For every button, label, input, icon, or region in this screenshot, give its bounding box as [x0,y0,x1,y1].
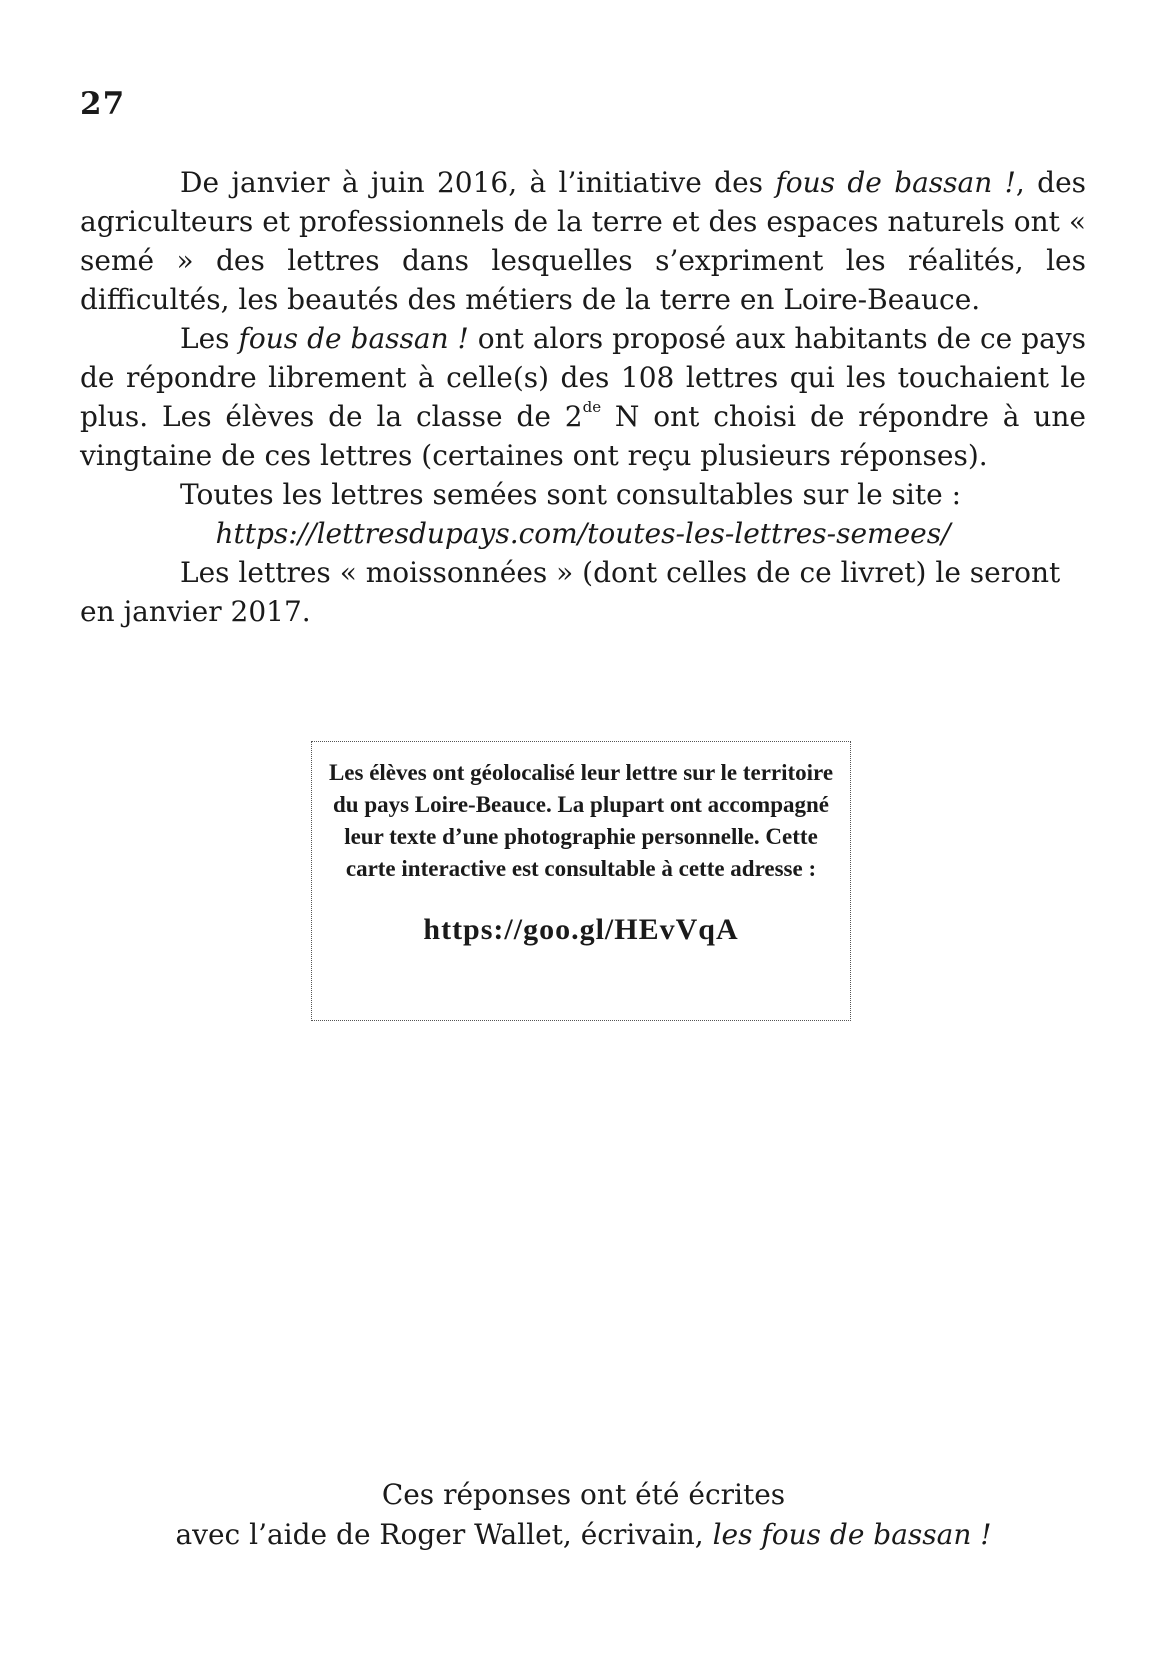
credit-line-2-text: avec l’aide de Roger Wallet, écrivain, [175,1518,713,1551]
credit-line-1: Ces réponses ont été écrites [381,1478,786,1511]
main-text [80,163,1086,631]
site-url-link[interactable]: https://lettresdupays.com/toutes-les-lettres-semees/ [215,517,951,550]
paragraph-site-intro: Toutes les lettres semées sont consultables sur le site : [180,478,962,511]
map-info-text: Les élèves ont géolocalisé leur lettre sur le territoire du pays Loire-Beauce. La plupart ont accompagné leur texte d’une photographie personnelle. Cette carte interactive est consultable à cette adresse : [328,760,834,881]
paragraph-intro-text: De janvier à juin 2016, à l’initiative des [180,166,776,199]
paragraph-harvest: Les lettres « moissonnées » (dont celles de ce livret) le seront en janvier 2017. [80,556,1061,628]
credit-line-2 [0,1515,1167,1555]
collective-name: fous de bassan ! [775,166,1016,199]
collective-name: fous de bassan ! [238,322,469,355]
paragraph-proposal-middle: ont alors proposé aux habitants de ce pays de répondre librement à celle(s) des 108 lettres qui les touchaient le plus. Les élèves de la classe de 2 [80,322,1087,433]
page-number: 27 [80,86,126,122]
map-url-link[interactable]: https://goo.gl/HEvVqA [423,913,739,946]
paragraph-proposal-rest: N ont choisi de répondre à une vingtaine de ces lettres (certaines ont reçu plusieurs réponses). [80,400,1086,472]
map-info-box [311,741,851,1021]
paragraph-intro-rest: , des agriculteurs et professionnels de la terre et des espaces naturels ont « semé » des lettres dans lesquelles s’expriment les réalités, les difficultés, les beautés des métiers de la terre en Loire-Beauce. [80,166,1087,316]
paragraph-proposal [80,319,1086,475]
class-superscript: de [582,398,602,416]
credit-block [0,1475,1167,1555]
paragraph-proposal-text: Les [180,322,239,355]
paragraph-intro [80,163,1086,319]
credit-collective-name: les fous de bassan ! [712,1518,992,1551]
